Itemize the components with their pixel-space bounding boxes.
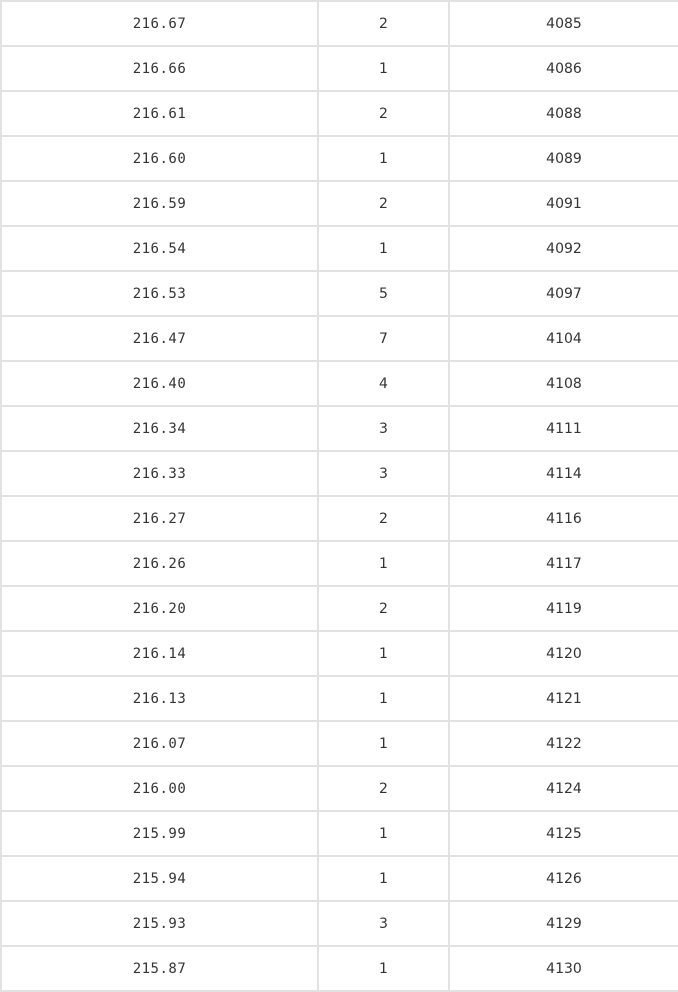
table-row	[1, 541, 678, 586]
score-cell: 215.94	[1, 856, 318, 901]
table-row	[1, 721, 678, 766]
count-cell: 2	[318, 586, 449, 631]
count-cell: 1	[318, 721, 449, 766]
count-cell: 1	[318, 541, 449, 586]
cumulative-cell: 4125	[449, 811, 678, 856]
table-body	[1, 1, 678, 991]
count-cell: 4	[318, 361, 449, 406]
score-cell: 216.59	[1, 181, 318, 226]
table-row	[1, 676, 678, 721]
table-row	[1, 91, 678, 136]
score-cell: 216.34	[1, 406, 318, 451]
count-cell: 3	[318, 901, 449, 946]
table-row	[1, 226, 678, 271]
table-row	[1, 406, 678, 451]
score-cell: 216.66	[1, 46, 318, 91]
table-row	[1, 181, 678, 226]
cumulative-cell: 4091	[449, 181, 678, 226]
cumulative-cell: 4116	[449, 496, 678, 541]
score-cell: 216.47	[1, 316, 318, 361]
cumulative-cell: 4092	[449, 226, 678, 271]
count-cell: 1	[318, 676, 449, 721]
cumulative-cell: 4120	[449, 631, 678, 676]
cumulative-cell: 4114	[449, 451, 678, 496]
count-cell: 3	[318, 406, 449, 451]
score-cell: 216.40	[1, 361, 318, 406]
count-cell: 2	[318, 1, 449, 46]
table-row	[1, 901, 678, 946]
cumulative-cell: 4117	[449, 541, 678, 586]
table-row	[1, 586, 678, 631]
cumulative-cell: 4088	[449, 91, 678, 136]
score-cell: 216.33	[1, 451, 318, 496]
table-row	[1, 136, 678, 181]
count-cell: 2	[318, 496, 449, 541]
table-row	[1, 361, 678, 406]
score-cell: 216.53	[1, 271, 318, 316]
score-cell: 216.54	[1, 226, 318, 271]
count-cell: 1	[318, 136, 449, 181]
count-cell: 1	[318, 811, 449, 856]
score-cell: 215.87	[1, 946, 318, 991]
table-row	[1, 46, 678, 91]
score-cell: 215.99	[1, 811, 318, 856]
score-cell: 215.93	[1, 901, 318, 946]
table-row	[1, 766, 678, 811]
count-cell: 1	[318, 946, 449, 991]
score-cell: 216.20	[1, 586, 318, 631]
cumulative-cell: 4130	[449, 946, 678, 991]
table-row	[1, 496, 678, 541]
count-cell: 2	[318, 181, 449, 226]
table-row	[1, 946, 678, 991]
cumulative-cell: 4085	[449, 1, 678, 46]
cumulative-cell: 4129	[449, 901, 678, 946]
score-cell: 216.07	[1, 721, 318, 766]
score-cell: 216.67	[1, 1, 318, 46]
count-cell: 3	[318, 451, 449, 496]
table-row	[1, 451, 678, 496]
table-row	[1, 811, 678, 856]
cumulative-cell: 4126	[449, 856, 678, 901]
count-cell: 7	[318, 316, 449, 361]
score-cell: 216.14	[1, 631, 318, 676]
table-row	[1, 856, 678, 901]
count-cell: 1	[318, 856, 449, 901]
score-cell: 216.00	[1, 766, 318, 811]
count-cell: 1	[318, 226, 449, 271]
table-row	[1, 316, 678, 361]
count-cell: 2	[318, 91, 449, 136]
cumulative-cell: 4104	[449, 316, 678, 361]
cumulative-cell: 4097	[449, 271, 678, 316]
count-cell: 1	[318, 46, 449, 91]
count-cell: 2	[318, 766, 449, 811]
count-cell: 1	[318, 631, 449, 676]
cumulative-cell: 4121	[449, 676, 678, 721]
score-cell: 216.61	[1, 91, 318, 136]
cumulative-cell: 4124	[449, 766, 678, 811]
score-cell: 216.27	[1, 496, 318, 541]
cumulative-cell: 4086	[449, 46, 678, 91]
cumulative-cell: 4122	[449, 721, 678, 766]
cumulative-cell: 4119	[449, 586, 678, 631]
table-row	[1, 271, 678, 316]
score-cell: 216.26	[1, 541, 318, 586]
count-cell: 5	[318, 271, 449, 316]
table-row	[1, 1, 678, 46]
cumulative-cell: 4108	[449, 361, 678, 406]
score-cell: 216.13	[1, 676, 318, 721]
table-row	[1, 631, 678, 676]
cumulative-cell: 4111	[449, 406, 678, 451]
score-cell: 216.60	[1, 136, 318, 181]
cumulative-cell: 4089	[449, 136, 678, 181]
